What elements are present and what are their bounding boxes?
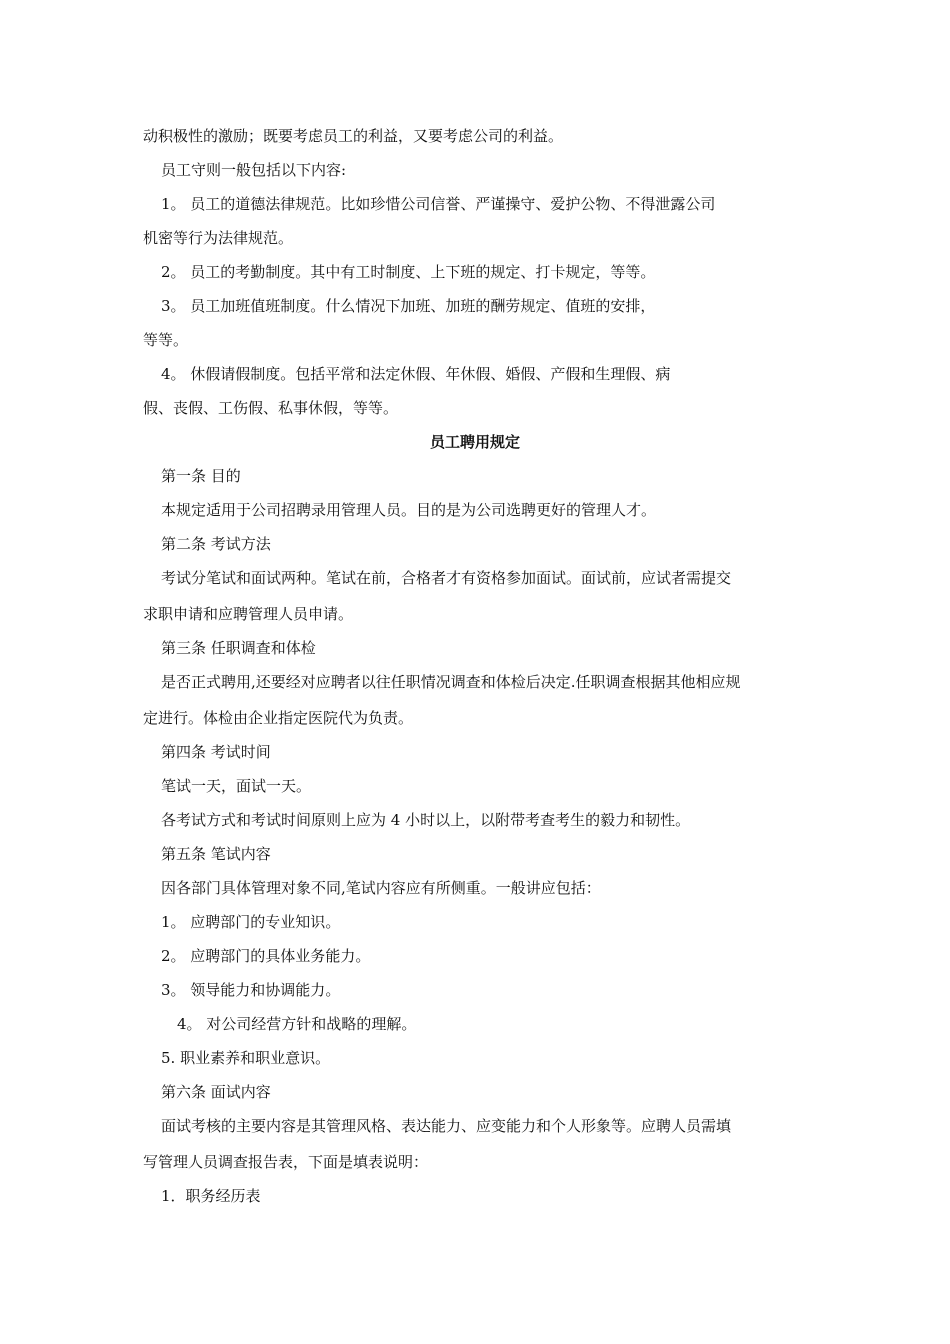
article-4-body-b: 各考试方式和考试时间原则上应为 4 小时以上，以附带考查考生的毅力和韧性。	[161, 811, 691, 829]
article-3-body-b: 定进行。体检由企业指定医院代为负责。	[143, 709, 414, 727]
section-title: 员工聘用规定	[429, 433, 520, 451]
article-3-heading: 第三条 任职调查和体检	[161, 639, 316, 657]
article-5-item-1: 1。 应聘部门的专业知识。	[161, 913, 341, 931]
rule-item-3a: 3。 员工加班值班制度。什么情况下加班、加班的酬劳规定、值班的安排，	[161, 297, 656, 315]
article-5-item-2: 2。 应聘部门的具体业务能力。	[161, 947, 371, 965]
rule-item-2: 2。 员工的考勤制度。其中有工时制度、上下班的规定、打卡规定，等等。	[161, 263, 656, 281]
article-1-heading: 第一条 目的	[161, 467, 241, 485]
article-6-heading: 第六条 面试内容	[161, 1083, 271, 1101]
rule-item-1a: 1。 员工的道德法律规范。比如珍惜公司信誉、严谨操守、爱护公物、不得泄露公司	[161, 195, 716, 213]
article-1-body: 本规定适用于公司招聘录用管理人员。目的是为公司选聘更好的管理人才。	[161, 501, 657, 519]
article-6-body-a: 面试考核的主要内容是其管理风格、表达能力、应变能力和个人形象等。应聘人员需填	[161, 1117, 732, 1135]
rule-item-1b: 机密等行为法律规范。	[143, 229, 294, 247]
intro-line-1: 动积极性的激励；既要考虑员工的利益，又要考虑公司的利益。	[143, 127, 564, 145]
article-2-body-a: 考试分笔试和面试两种。笔试在前，合格者才有资格参加面试。面试前，应试者需提交	[161, 569, 732, 587]
rule-item-3b: 等等。	[143, 331, 189, 349]
article-2-body-b: 求职申请和应聘管理人员申请。	[143, 605, 354, 623]
article-3-body-a: 是否正式聘用,还要经对应聘者以往任职情况调查和体检后决定.任职调查根据其他相应规	[161, 673, 741, 691]
article-6-body-b: 写管理人员调查报告表，下面是填表说明：	[143, 1153, 429, 1171]
rule-item-4b: 假、丧假、工伤假、私事休假，等等。	[143, 399, 399, 417]
intro-line-2: 员工守则一般包括以下内容:	[161, 161, 347, 179]
article-5-body: 因各部门具体管理对象不同,笔试内容应有所侧重。一般讲应包括：	[161, 879, 601, 897]
article-2-heading: 第二条 考试方法	[161, 535, 271, 553]
article-5-item-3: 3。 领导能力和协调能力。	[161, 981, 341, 999]
rule-item-4a: 4。 休假请假制度。包括平常和法定休假、年休假、婚假、产假和生理假、病	[161, 365, 671, 383]
article-5-item-4: 4。 对公司经营方针和战略的理解。	[177, 1015, 417, 1033]
article-5-heading: 第五条 笔试内容	[161, 845, 271, 863]
article-6-item-1: 1．职务经历表	[161, 1187, 261, 1205]
article-5-item-5: 5. 职业素养和职业意识。	[161, 1049, 331, 1067]
article-4-heading: 第四条 考试时间	[161, 743, 271, 761]
article-4-body-a: 笔试一天，面试一天。	[161, 777, 312, 795]
